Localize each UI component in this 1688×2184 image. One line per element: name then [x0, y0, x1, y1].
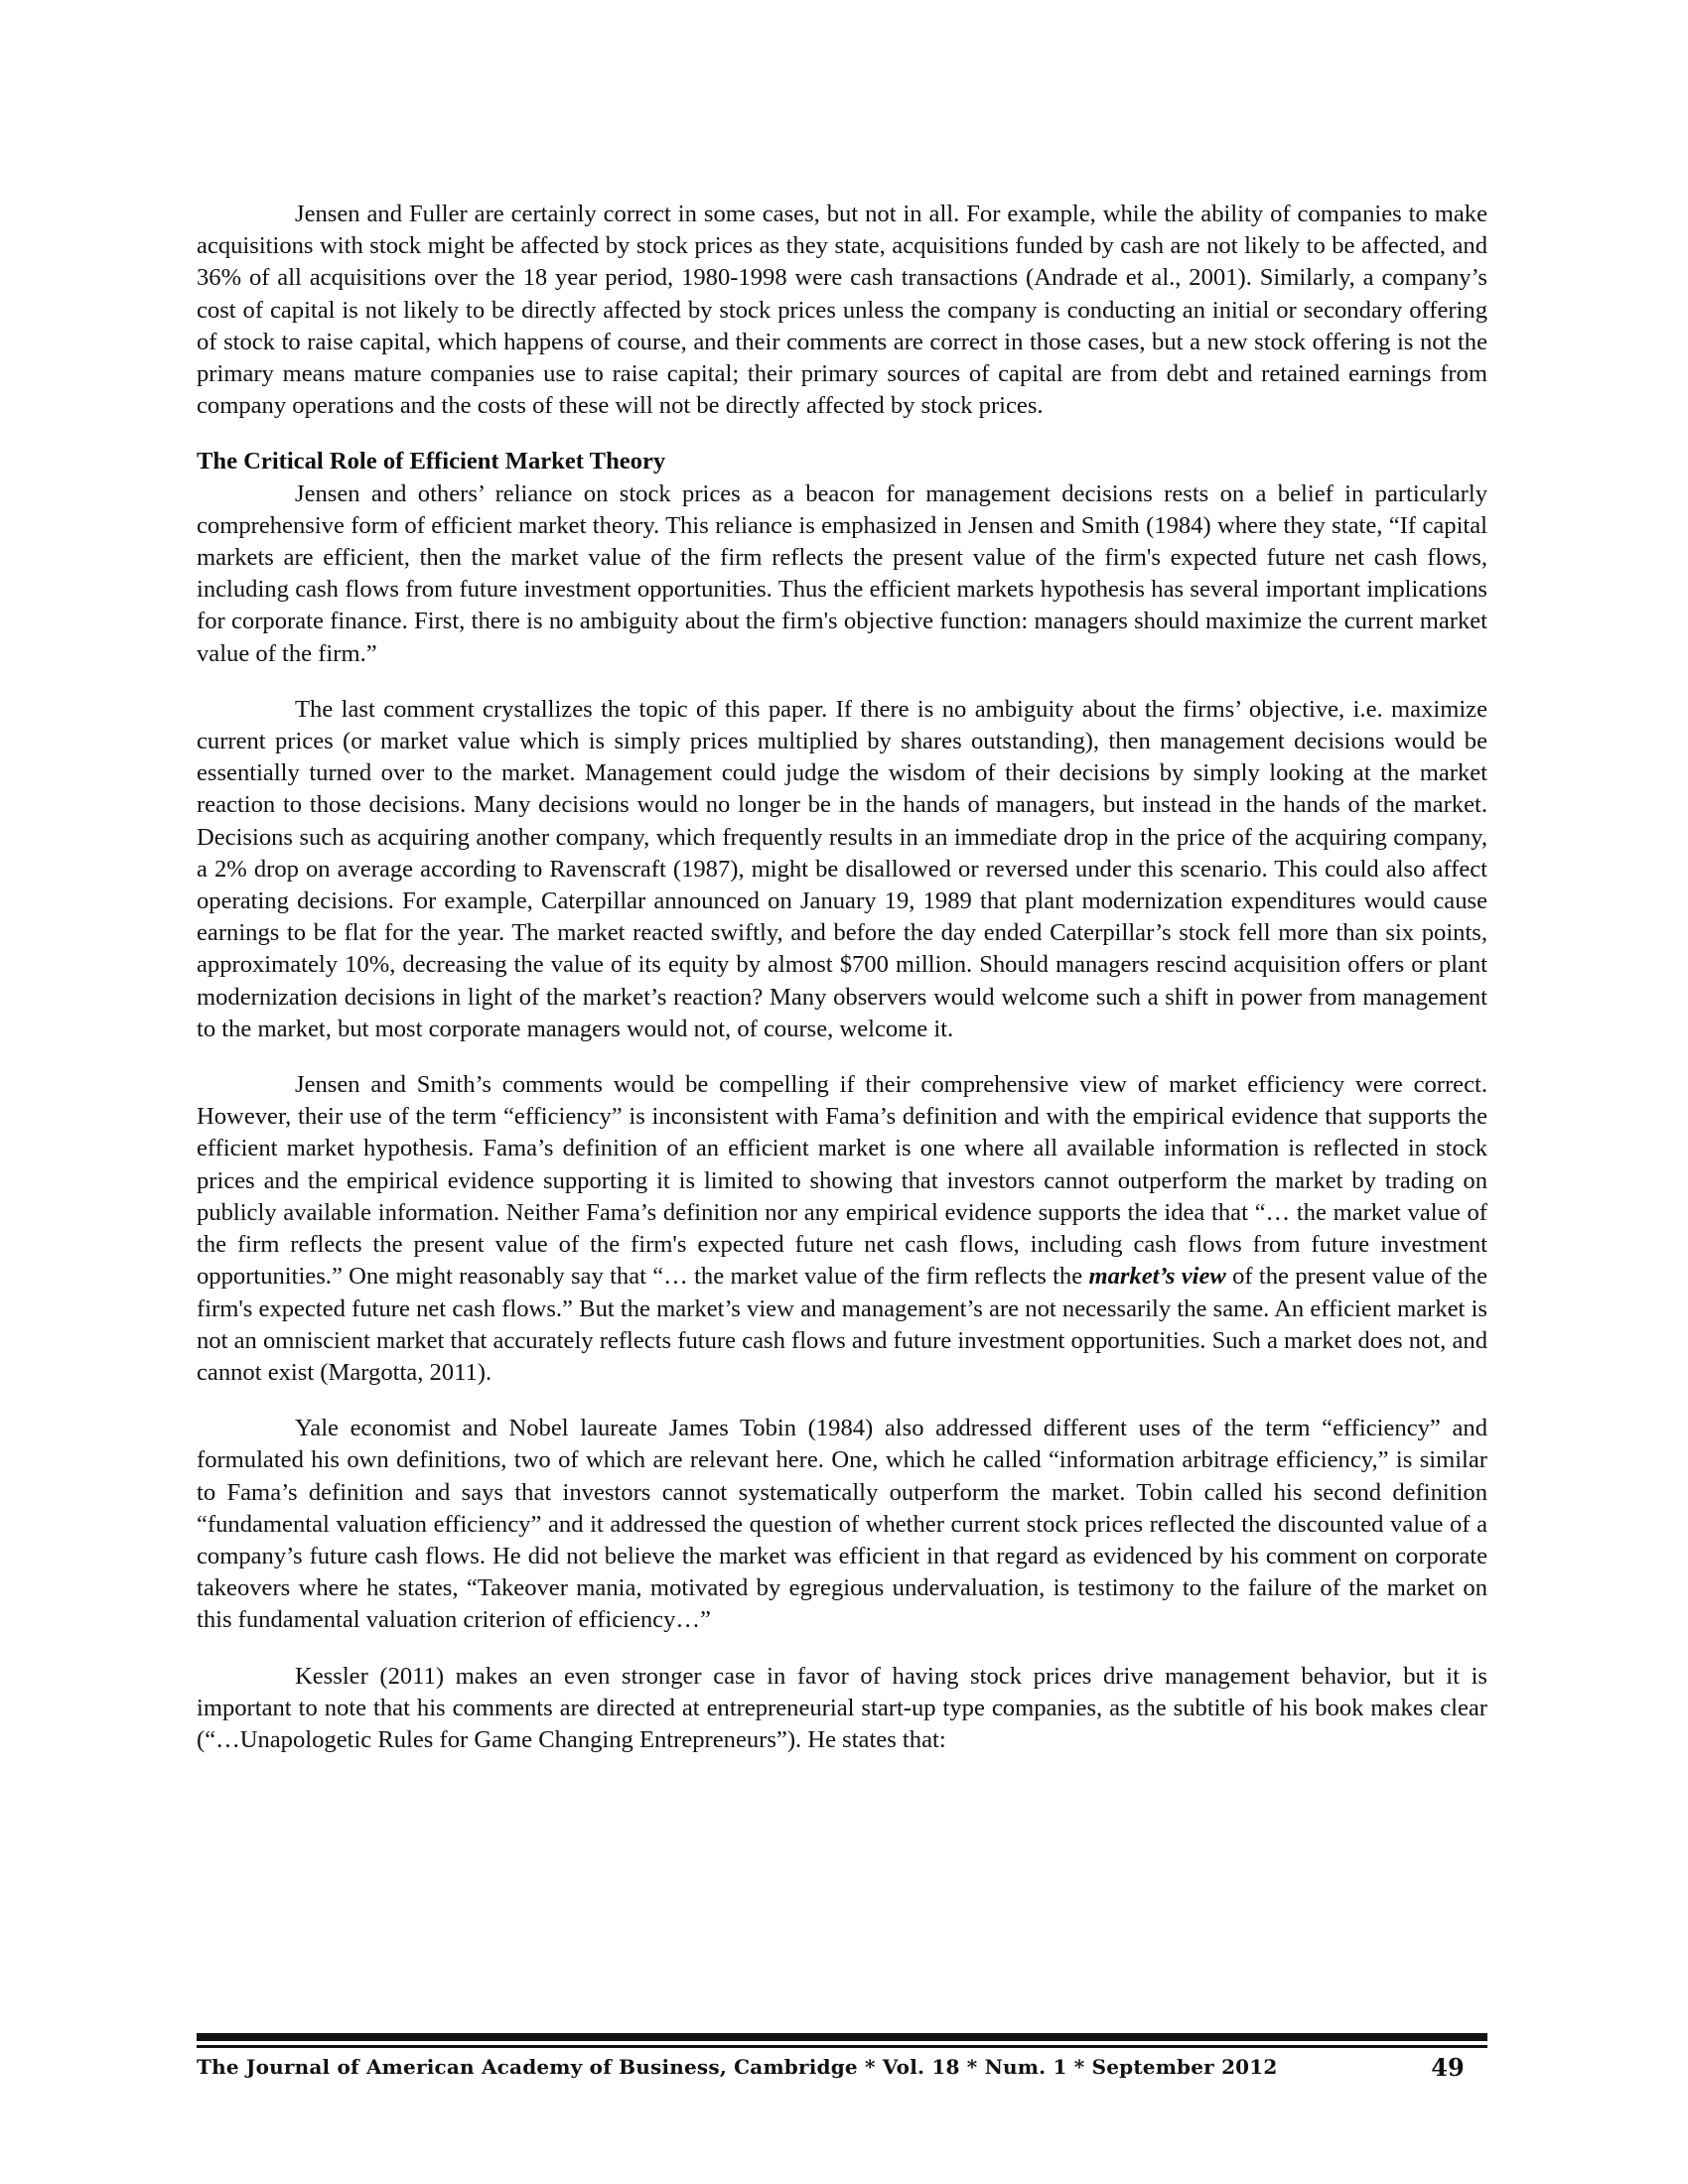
paragraph-text-before-emphasis: Jensen and Smith’s comments would be compelling if their comprehensive view of market efficiency were correct. However, their use of the term “efficiency” is inconsistent with Fama’s definition and with the empirical evidence that supports the efficient market hypothesis. Fama’s definition of an efficient market is one where all available information is reflected in stock prices and the empirical evidence supporting it is limited to showing that investors cannot outperform the market by trading on publicly available information. Neither Fama’s definition nor any empirical evidence supports the idea that “… the market value of the firm reflects the present value of the firm's expected future net cash flows, including cash flows from future investment opportunities.” One might reasonably say that “… the market value of the firm reflects the — [197, 1071, 1487, 1291]
paragraph-text-after-emphasis: of the present value of the firm's expected future net cash flows.” But the market’s view and management’s are not necessarily the same. An efficient market is not an omniscient market that accurately reflects future cash flows and future investment opportunities. Such a market does not, and cannot exist (Margotta, 2011). — [197, 1263, 1487, 1386]
paragraph-market-efficiency — [197, 1069, 1487, 1389]
article-body — [197, 199, 1487, 1756]
section-heading: The Critical Role of Efficient Market Theory — [197, 448, 666, 476]
emphasized-phrase: market’s view — [1088, 1263, 1226, 1291]
footer-rule-thick — [197, 2033, 1487, 2041]
journal-citation: The Journal of American Academy of Business, Cambridge * Vol. 18 * Num. 1 * September 2012 — [197, 2055, 1278, 2079]
page-number: 49 — [1431, 2053, 1465, 2082]
paragraph-jensen-smith-quote: Jensen and others’ reliance on stock prices as a beacon for management decisions rests on a belief in particularly comprehensive form of efficient market theory. This reliance is emphasized in Jensen and Smith (1984) where they state, “If capital markets are efficient, then the market value of the firm reflects the present value of the firm's expected future net cash flows, including cash flows from future investment opportunities. Thus the efficient markets hypothesis has several important implications for corporate finance. First, there is no ambiguity about the firm's objective function: managers should maximize the current market value of the firm.” — [197, 479, 1487, 667]
footer-rule-thin — [197, 2045, 1487, 2048]
paragraph-acquisitions: Jensen and Fuller are certainly correct in some cases, but not in all. For example, while the ability of companies to make acquisitions with stock might be affected by stock prices as they state, acquisitions funded by cash are not likely to be affected, and 36% of all acquisitions over the 18 year period, 1980-1998 were cash transactions (Andrade et al., 2001). Similarly, a company’s cost of capital is not likely to be directly affected by stock prices unless the company is conducting an initial or secondary offering of stock to raise capital, which happens of course, and their comments are correct in those cases, but a new stock offering is not the primary means mature companies use to raise capital; their primary sources of capital are from debt and retained earnings from company operations and the costs of these will not be directly affected by stock prices. — [197, 201, 1487, 420]
paragraph-tobin: Yale economist and Nobel laureate James Tobin (1984) also addressed different uses of the term “efficiency” and formulated his own definitions, two of which are relevant here. One, which he called “information arbitrage efficiency,” is similar to Fama’s definition and says that investors cannot systematically outperform the market. Tobin called his second definition “fundamental valuation efficiency” and it addressed the question of whether current stock prices reflected the discounted value of a company’s future cash flows. He did not believe the market was efficient in that regard as evidenced by his comment on corporate takeovers where he states, “Takeover mania, motivated by egregious undervaluation, is testimony to the failure of the market on this fundamental valuation criterion of efficiency…” — [197, 1415, 1487, 1634]
paragraph-caterpillar: The last comment crystallizes the topic of this paper. If there is no ambiguity about the firms’ objective, i.e. maximize current prices (or market value which is simply prices multiplied by shares outstanding), then management decisions would be essentially turned over to the market. Management could judge the wisdom of their decisions by simply looking at the market reaction to those decisions. Many decisions would no longer be in the hands of managers, but instead in the hands of the market. Decisions such as acquiring another company, which frequently results in an immediate drop in the price of the acquiring company, a 2% drop on average according to Ravenscraft (1987), might be disallowed or reversed under this scenario. This could also affect operating decisions. For example, Caterpillar announced on January 19, 1989 that plant modernization expenditures would cause earnings to be flat for the year. The market reacted swiftly, and before the day ended Caterpillar’s stock fell more than six points, approximately 10%, decreasing the value of its equity by almost $700 million. Should managers rescind acquisition offers or plant modernization decisions in light of the market’s reaction? Many observers would welcome such a shift in power from management to the market, but most corporate managers would not, of course, welcome it. — [197, 695, 1487, 1042]
paragraph-kessler: Kessler (2011) makes an even stronger case in favor of having stock prices drive management behavior, but it is important to note that his comments are directed at entrepreneurial start-up type companies, as the subtitle of his book makes clear (“…Unapologetic Rules for Game Changing Entrepreneurs”). He states that: — [197, 1662, 1487, 1753]
